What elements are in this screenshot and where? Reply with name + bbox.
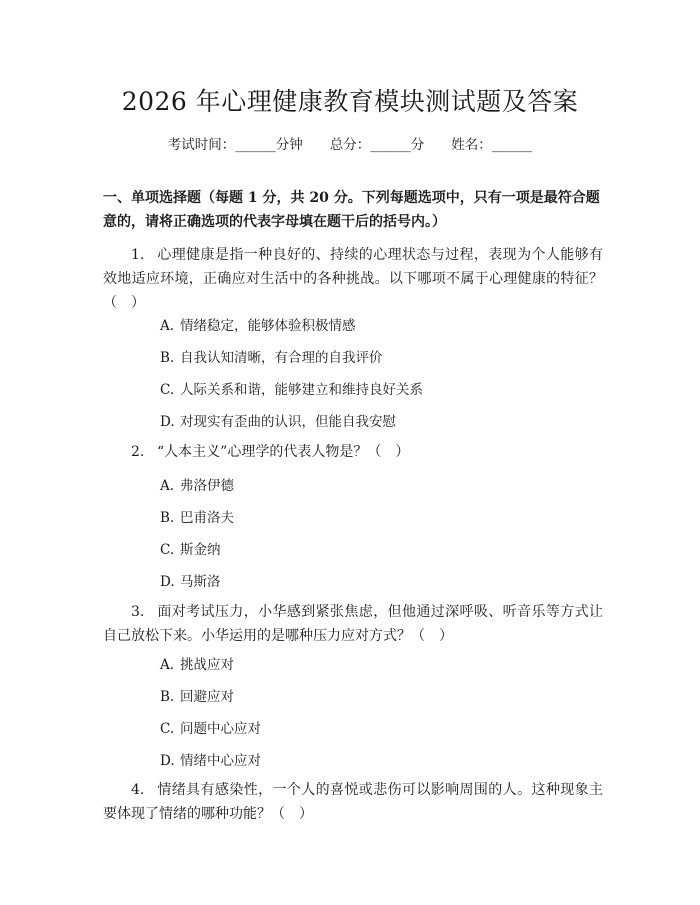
question-2-option-c — [160, 540, 221, 560]
question-number: 1. — [131, 247, 145, 263]
question-1-option-d — [160, 412, 396, 432]
option-text: 情绪稳定，能够体验积极情感 — [180, 318, 356, 334]
question-3 — [103, 600, 603, 648]
question-2-option-b — [160, 508, 234, 528]
option-letter: D. — [160, 753, 175, 769]
question-number: 4. — [131, 782, 145, 798]
option-letter: C. — [160, 382, 175, 398]
question-1 — [103, 243, 603, 315]
option-text: 问题中心应对 — [180, 721, 261, 737]
section-heading: 一、单项选择题（每题 1 分，共 20 分。下列每题选项中，只有一项是最符合题意的，请将正确选项的代表字母填在题干后的括号内。） — [103, 190, 600, 230]
question-number: 2. — [131, 444, 145, 460]
option-letter: B. — [160, 350, 175, 366]
question-text: 心理健康是指一种良好的、持续的心理状态与过程，表现为个人能够有效地适应环境，正确应对生活中的各种挑战。以下哪项不属于心理健康的特征？（ ） — [103, 247, 603, 311]
option-text: 人际关系和谐，能够建立和维持良好关系 — [180, 382, 423, 398]
question-3-option-d — [160, 751, 261, 771]
option-text: 自我认知清晰，有合理的自我评价 — [180, 350, 383, 366]
option-letter: C. — [160, 542, 175, 558]
question-2-option-d — [160, 572, 221, 592]
question-1-option-b — [160, 348, 383, 368]
option-text: 斯金纳 — [180, 542, 221, 558]
question-3-option-a — [160, 655, 234, 675]
option-letter: D. — [160, 574, 175, 590]
question-3-option-c — [160, 719, 261, 739]
option-text: 马斯洛 — [180, 574, 221, 590]
option-text: 情绪中心应对 — [180, 753, 261, 769]
question-2 — [103, 440, 603, 464]
question-text: 面对考试压力，小华感到紧张焦虑，但他通过深呼吸、听音乐等方式让自己放松下来。小华运用的是哪种压力应对方式？（ ） — [103, 604, 603, 644]
question-4 — [103, 778, 603, 826]
option-letter: B. — [160, 689, 175, 705]
option-letter: A. — [160, 657, 175, 673]
question-1-option-a — [160, 316, 356, 336]
question-text: “人本主义”心理学的代表人物是？（ ） — [157, 444, 410, 460]
option-text: 对现实有歪曲的认识，但能自我安慰 — [180, 414, 396, 430]
option-letter: A. — [160, 318, 175, 334]
option-letter: A. — [160, 478, 175, 494]
exam-info-line: 考试时间：______分钟 总分：______分 姓名：______ — [167, 137, 533, 153]
exam-title: 2026 年心理健康教育模块测试题及答案 — [121, 87, 579, 116]
option-text: 挑战应对 — [180, 657, 234, 673]
option-text: 弗洛伊德 — [180, 478, 234, 494]
option-text: 巴甫洛夫 — [180, 510, 234, 526]
question-1-option-c — [160, 380, 423, 400]
option-letter: C. — [160, 721, 175, 737]
option-letter: D. — [160, 414, 175, 430]
question-text: 情绪具有感染性，一个人的喜悦或悲伤可以影响周围的人。这种现象主要体现了情绪的哪种功能？（ ） — [103, 782, 603, 822]
option-text: 回避应对 — [180, 689, 234, 705]
question-2-option-a — [160, 476, 234, 496]
option-letter: B. — [160, 510, 175, 526]
question-number: 3. — [131, 604, 145, 620]
question-3-option-b — [160, 687, 234, 707]
